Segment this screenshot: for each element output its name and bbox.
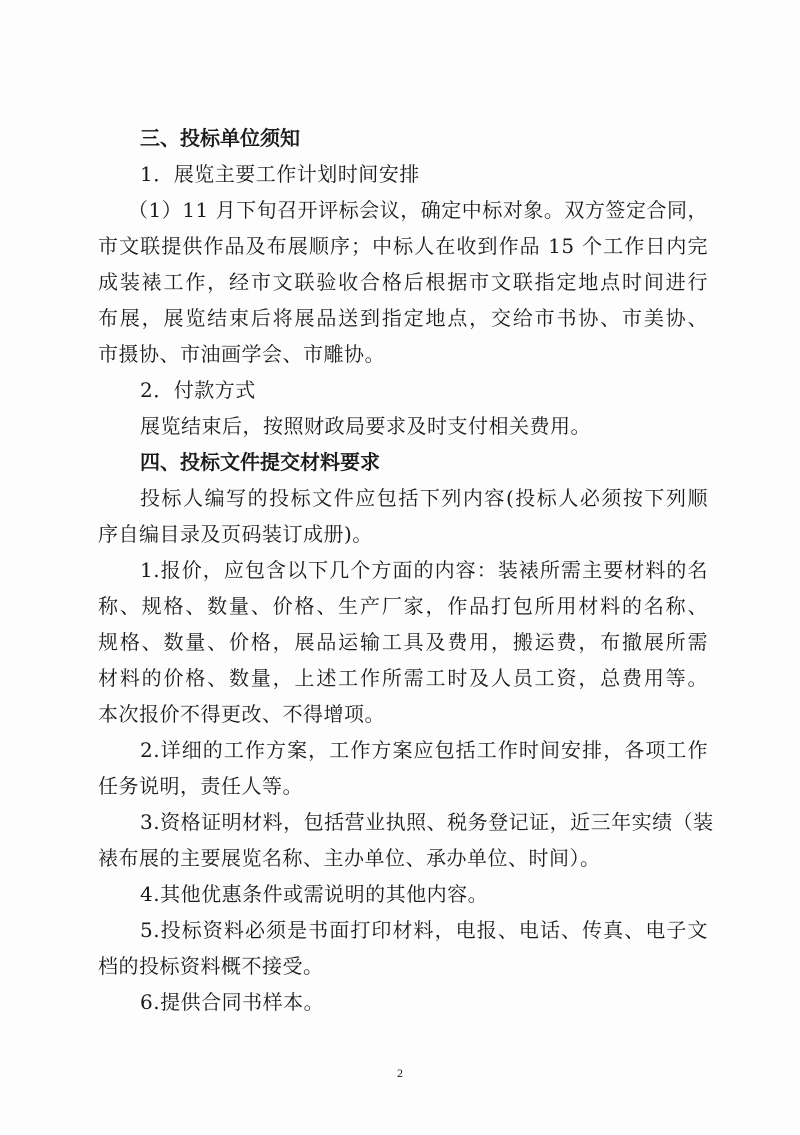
paragraph-line: 材料的价格、数量，上述工作所需工时及人员工资，总费用等。 [98, 666, 708, 690]
requirement-item-format [98, 912, 708, 984]
paragraph-line: 序自编目录及页码装订成册)。 [98, 522, 373, 546]
payment-paragraph: 展览结束后，按照财政局要求及时支付相关费用。 [140, 414, 591, 438]
page-number: 2 [397, 1066, 403, 1080]
paragraph-line: 1.报价，应包含以下几个方面的内容：装裱所需主要材料的名 [140, 558, 708, 582]
requirement-item-quote [98, 552, 708, 732]
paragraph-line: 投标人编写的投标文件应包括下列内容(投标人必须按下列顺 [140, 486, 708, 510]
paragraph-line: 市摄协、市油画学会、市雕协。 [98, 342, 385, 366]
requirement-item-qualification [98, 804, 714, 876]
document-body [98, 120, 714, 1020]
paragraph-line: 5.投标资料必须是书面打印材料，电报、电话、传真、电子文 [140, 918, 708, 942]
subsection-title-payment: 2．付款方式 [140, 378, 256, 402]
paragraph-line: 本次报价不得更改、不得增项。 [98, 702, 385, 726]
requirements-intro [98, 480, 708, 552]
paragraph-line: 3.资格证明材料，包括营业执照、税务登记证，近三年实绩（装 [140, 810, 714, 834]
requirement-item-contract: 6.提供合同书样本。 [140, 990, 325, 1014]
paragraph-line: 成装裱工作，经市文联验收合格后根据市文联指定地点时间进行 [98, 270, 708, 294]
paragraph-line: 称、规格、数量、价格、生产厂家，作品打包所用材料的名称、 [98, 594, 708, 618]
subsection-title-schedule: 1．展览主要工作计划时间安排 [140, 162, 420, 186]
requirement-item-plan [98, 732, 708, 804]
paragraph-line: 市文联提供作品及布展顺序；中标人在收到作品 15 个工作日内完 [98, 234, 708, 258]
paragraph-line: 布展，展览结束后将展品送到指定地点，交给市书协、市美协、 [98, 306, 708, 330]
paragraph-line: 档的投标资料概不接受。 [98, 954, 324, 978]
section-heading-3: 三、投标单位须知 [140, 126, 300, 150]
paragraph-line: 2.详细的工作方案，工作方案应包括工作时间安排，各项工作 [140, 738, 708, 762]
paragraph-line: （1）11 月下旬召开评标会议，确定中标对象。双方签定合同， [128, 198, 708, 222]
section-heading-4: 四、投标文件提交材料要求 [140, 450, 380, 474]
paragraph-line: 规格、数量、价格，展品运输工具及费用，搬运费，布撤展所需 [98, 630, 708, 654]
requirement-item-other: 4.其他优惠条件或需说明的其他内容。 [140, 882, 489, 906]
schedule-paragraph [98, 192, 708, 372]
paragraph-line: 裱布展的主要展览名称、主办单位、承办单位、时间）。 [98, 846, 601, 870]
paragraph-line: 任务说明，责任人等。 [98, 774, 303, 798]
